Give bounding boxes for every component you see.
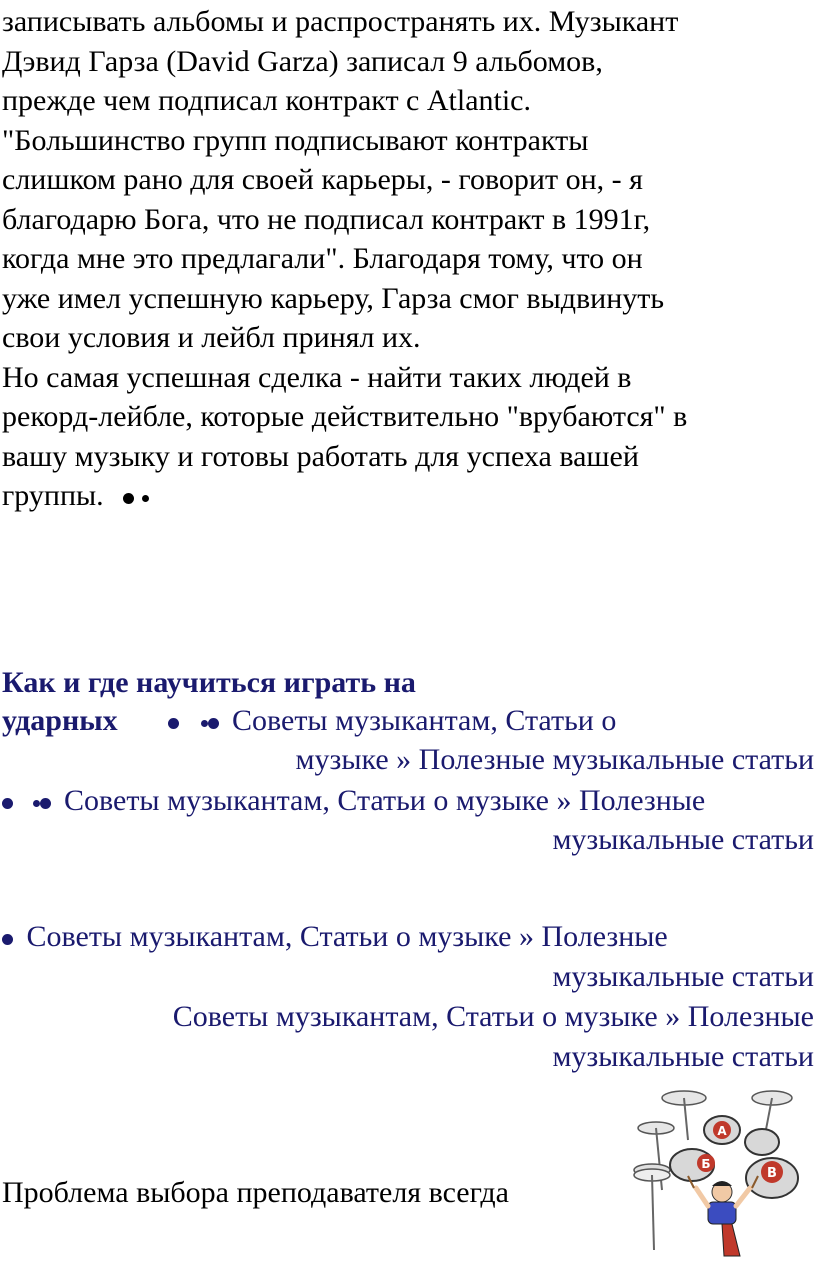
paragraph-line: уже имел успешную карьеру, Гарза смог выдвинуть xyxy=(2,281,665,315)
bullet-icon xyxy=(168,718,179,729)
bullet-icon xyxy=(201,720,208,727)
heading-line: ударных xyxy=(2,704,118,737)
category-link[interactable]: музыке » Полезные музыкальные статьи xyxy=(295,743,814,776)
category-entry-continuation xyxy=(296,743,814,777)
bullet-icon xyxy=(142,495,149,502)
bullet-icon xyxy=(123,493,134,504)
paragraph-line: прежде чем подписал контракт с Atlantic. xyxy=(2,84,531,117)
drum-icon xyxy=(745,1129,779,1155)
category-entry-continuation xyxy=(552,1040,814,1074)
paragraph-line: благодарю Бога, что не подписал контракт в 1991г, xyxy=(2,202,651,236)
paragraph-line: группы. xyxy=(2,479,104,512)
drum-icon xyxy=(670,1149,715,1181)
category-entry xyxy=(2,784,705,818)
category-entry xyxy=(2,920,668,954)
article-paragraph xyxy=(2,2,814,516)
paragraph-line: "Большинство групп подписывают контракты xyxy=(2,123,589,157)
paragraph-line: Но самая успешная сделка - найти таких людей в xyxy=(2,360,632,394)
category-link[interactable]: музыкальные статьи xyxy=(552,1040,814,1073)
category-link[interactable]: Советы музыкантам, Статьи о музыке » Полезные xyxy=(64,784,706,817)
category-entry-continuation xyxy=(552,823,814,857)
bullet-icon xyxy=(2,934,13,945)
category-entry xyxy=(173,1000,814,1034)
paragraph-line: рекорд-лейбле, которые действительно "врубаются" в xyxy=(2,400,688,433)
category-link[interactable]: Советы музыкантам, Статьи о музыке » Полезные xyxy=(172,1000,814,1033)
drum-kit-illustration xyxy=(632,1080,812,1260)
paragraph-line: записывать альбомы и распространять их. Музыкант xyxy=(2,5,679,38)
drummer-figure-icon xyxy=(688,1176,758,1256)
category-link[interactable]: Советы музыкантам, Статьи о музыке » Полезные xyxy=(26,920,668,953)
drum-icon xyxy=(746,1158,798,1198)
next-paragraph: Проблема выбора преподавателя всегда xyxy=(2,1176,509,1209)
category-link[interactable]: Советы музыкантам, Статьи о xyxy=(232,704,617,737)
bullet-icon xyxy=(40,798,51,809)
category-entry-continuation xyxy=(552,960,814,994)
paragraph-line: слишком рано для своей карьеры, - говорит он, - я xyxy=(2,163,643,196)
bullet-icon xyxy=(2,798,13,809)
category-entry xyxy=(168,704,616,738)
hihat-icon xyxy=(634,1164,670,1250)
category-link[interactable]: музыкальные статьи xyxy=(552,823,814,856)
paragraph-line: Дэвид Гарза (David Garza) записал 9 альбомов, xyxy=(2,44,603,78)
drum-icon xyxy=(704,1116,740,1144)
bullet-icon xyxy=(208,718,219,729)
bullet-icon xyxy=(33,800,40,807)
category-link[interactable]: музыкальные статьи xyxy=(552,960,814,993)
paragraph-line: вашу музыку и готовы работать для успеха вашей xyxy=(2,439,639,473)
drum-label: Б xyxy=(701,1157,711,1171)
paragraph-line: когда мне это предлагали". Благодаря тому, что он xyxy=(2,242,643,275)
drum-label: А xyxy=(717,1124,727,1138)
paragraph-line: свои условия и лейбл принял их. xyxy=(2,321,421,354)
heading-line: Как и где научиться играть на xyxy=(2,666,416,699)
paragraph-last-line xyxy=(2,476,814,516)
drum-label: В xyxy=(767,1166,777,1181)
